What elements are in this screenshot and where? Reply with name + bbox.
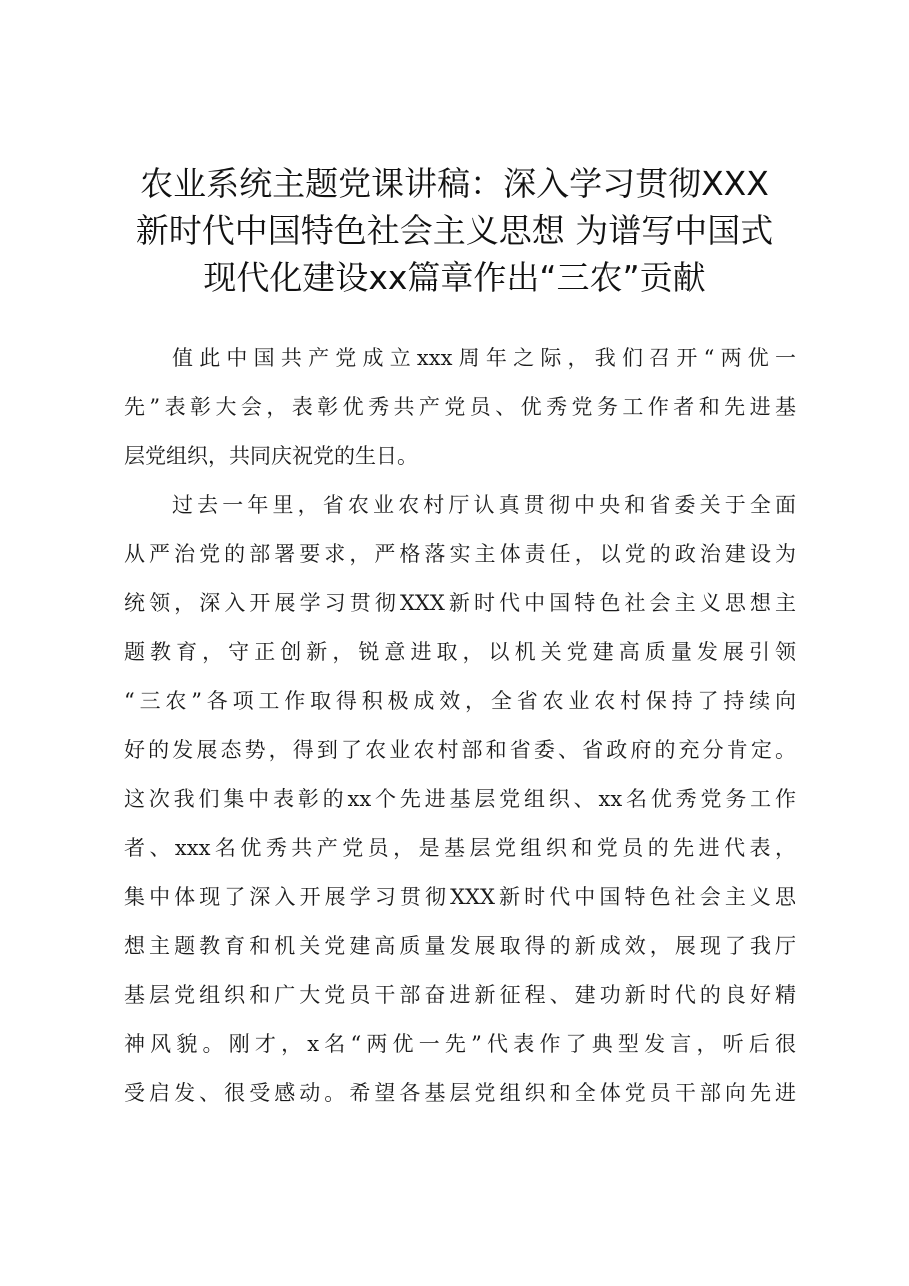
paragraph-1-line: 值此中国共产党成立xxx周年之际，我们召开“两优一 (172, 346, 796, 370)
paragraph-2-line: 基层党组织和广大党员干部奋进新征程、建功新时代的良好精 (124, 983, 796, 1007)
paragraph-1-line: 层党组织，共同庆祝党的生日。 (124, 444, 418, 468)
paragraph-2-line: 受启发、很受感动。希望各基层党组织和全体党员干部向先进 (124, 1081, 796, 1105)
paragraph-2-line: 这次我们集中表彰的xx个先进基层党组织、xx名优秀党务工作 (124, 787, 796, 811)
title-line: 农业系统主题党课讲稿：深入学习贯彻XXX (140, 164, 769, 203)
title-line: 新时代中国特色社会主义思想 为谱写中国式 (135, 211, 774, 250)
paragraph-2-line: 统领，深入开展学习贯彻XXX新时代中国特色社会主义思想主 (124, 591, 796, 615)
paragraph-2-line: 题教育，守正创新，锐意进取，以机关党建高质量发展引领 (124, 640, 796, 664)
title-line: 现代化建设xx篇章作出“三农”贡献 (203, 258, 706, 297)
paragraph-1-line: 先”表彰大会，表彰优秀共产党员、优秀党务工作者和先进基 (124, 395, 796, 419)
paragraph-2-line: 好的发展态势，得到了农业农村部和省委、省政府的充分肯定。 (124, 738, 796, 762)
paragraph-2-line: 者、xxx名优秀共产党员，是基层党组织和党员的先进代表， (124, 836, 796, 860)
paragraph-2-line: 过去一年里，省农业农村厅认真贯彻中央和省委关于全面 (172, 493, 796, 517)
paragraph-2-line: 集中体现了深入开展学习贯彻XXX新时代中国特色社会主义思 (124, 885, 796, 909)
document-title (100, 160, 809, 301)
paragraph-2-line: 从严治党的部署要求，严格落实主体责任，以党的政治建设为 (124, 542, 796, 566)
paragraph-2-line: 神风貌。刚才，x名“两优一先”代表作了典型发言，听后很 (124, 1032, 796, 1056)
paragraph-2-line: 想主题教育和机关党建高质量发展取得的新成效，展现了我厅 (124, 934, 796, 958)
paragraph-2-line: “三农”各项工作取得积极成效，全省农业农村保持了持续向 (124, 689, 796, 713)
